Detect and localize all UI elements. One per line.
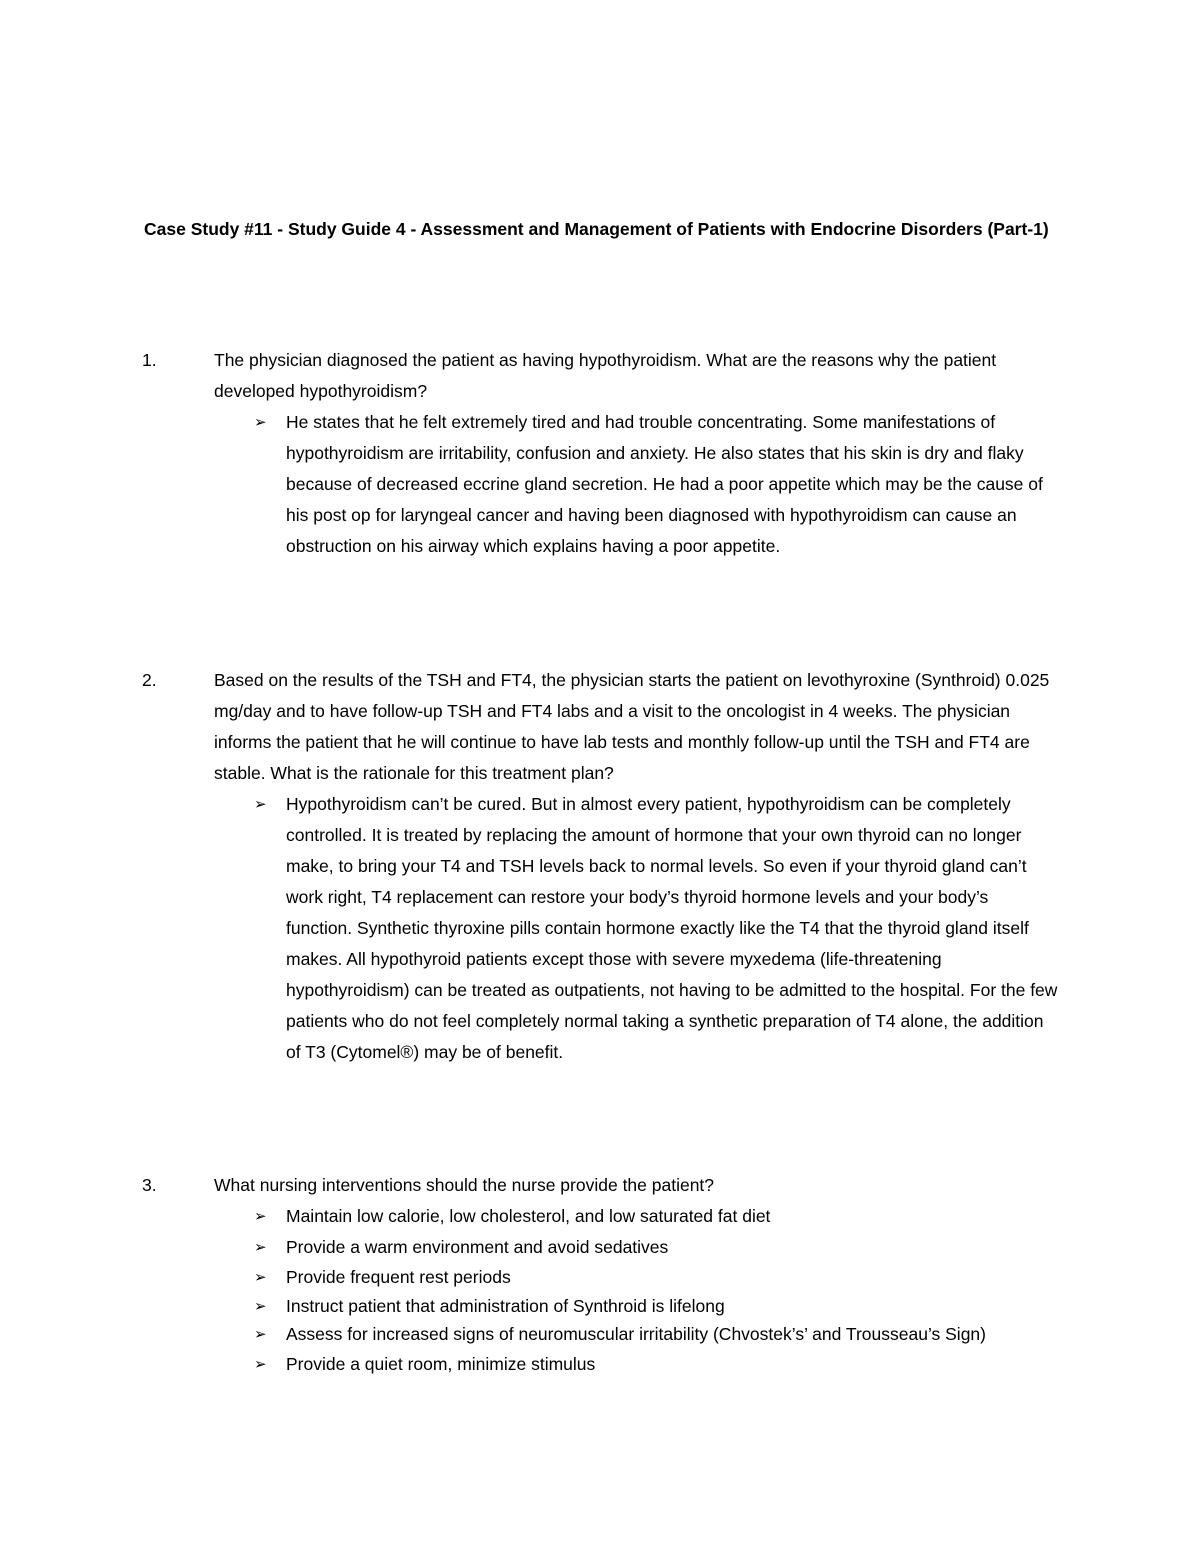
question-2 [142, 665, 1058, 1068]
list-item: ➢ Instruct patient that administration of Synthroid is lifelong [178, 1293, 1058, 1319]
question-1 [142, 345, 1058, 562]
answer-bullet [178, 407, 1058, 562]
question-text: 2. Based on the results of the TSH and FT4, the physician starts the patient on levothyroxine (Synthroid) 0.025 mg/day and to have follow-up TSH and FT4 labs and a visit to the oncologist in 4 weeks. The physician informs the patient that he will continue to have lab tests and monthly follow-up until the TSH and FT4 are stable. What is the rationale for this treatment plan? [178, 665, 1058, 789]
list-item: ➢ Assess for increased signs of neuromuscular irritability (Chvostek’s’ and Trousseau’s Sign) [178, 1319, 1058, 1350]
arrow-bullet-icon: ➢ [254, 1296, 267, 1315]
arrow-bullet-icon: ➢ [254, 413, 267, 431]
arrow-bullet-icon: ➢ [254, 1355, 267, 1373]
answer-text: He states that he felt extremely tired and had trouble concentrating. Some manifestations of hypothyroidism are irritability, confusion and anxiety. He also states that his skin is dry and flaky because of decreased eccrine gland secretion. He had a poor appetite which may be the cause of his post op for laryngeal cancer and having been diagnosed with hypothyroidism can cause an obstruction on his airway which explains having a poor appetite. [286, 412, 1043, 556]
arrow-bullet-icon: ➢ [254, 1237, 267, 1256]
question-text: 3. What nursing interventions should the nurse provide the patient? [178, 1170, 1058, 1201]
list-item: ➢ Provide frequent rest periods [178, 1262, 1058, 1293]
answer-bullet [178, 789, 1058, 1068]
arrow-bullet-icon: ➢ [254, 1268, 267, 1286]
question-3 [142, 1170, 1058, 1380]
question-number: 2. [142, 670, 157, 690]
arrow-bullet-icon: ➢ [254, 1207, 267, 1225]
question-number: 3. [142, 1175, 157, 1195]
document-title: Case Study #11 - Study Guide 4 - Assessment and Management of Patients with Endocrine Disorders (Part-1) [144, 219, 1049, 239]
list-item: ➢ Provide a warm environment and avoid sedatives [178, 1232, 1058, 1263]
answer-text: Hypothyroidism can’t be cured. But in almost every patient, hypothyroidism can be completely controlled. It is treated by replacing the amount of hormone that your own thyroid can no longer make, to bring your T4 and TSH levels back to normal levels. So even if your thyroid gland can’t work right, T4 replacement can restore your body’s thyroid hormone levels and your body’s function. Synthetic thyroxine pills contain hormone exactly like the T4 that the thyroid gland itself makes. All hypothyroid patients except those with severe myxedema (life-threatening hypothyroidism) can be treated as outpatients, not having to be admitted to the hospital. For the few patients who do not feel completely normal taking a synthetic preparation of T4 alone, the addition of T3 (Cytomel®) may be of benefit. [286, 794, 1058, 1062]
arrow-bullet-icon: ➢ [254, 1324, 267, 1343]
list-item: ➢ Provide a quiet room, minimize stimulus [178, 1349, 1058, 1380]
question-number: 1. [142, 350, 157, 370]
interventions-list [178, 1201, 1058, 1380]
arrow-bullet-icon: ➢ [254, 795, 267, 813]
question-text: 1. The physician diagnosed the patient as having hypothyroidism. What are the reasons why the patient developed hypothyroidism? [178, 345, 1058, 407]
list-item: ➢ Maintain low calorie, low cholesterol, and low saturated fat diet [178, 1201, 1058, 1232]
